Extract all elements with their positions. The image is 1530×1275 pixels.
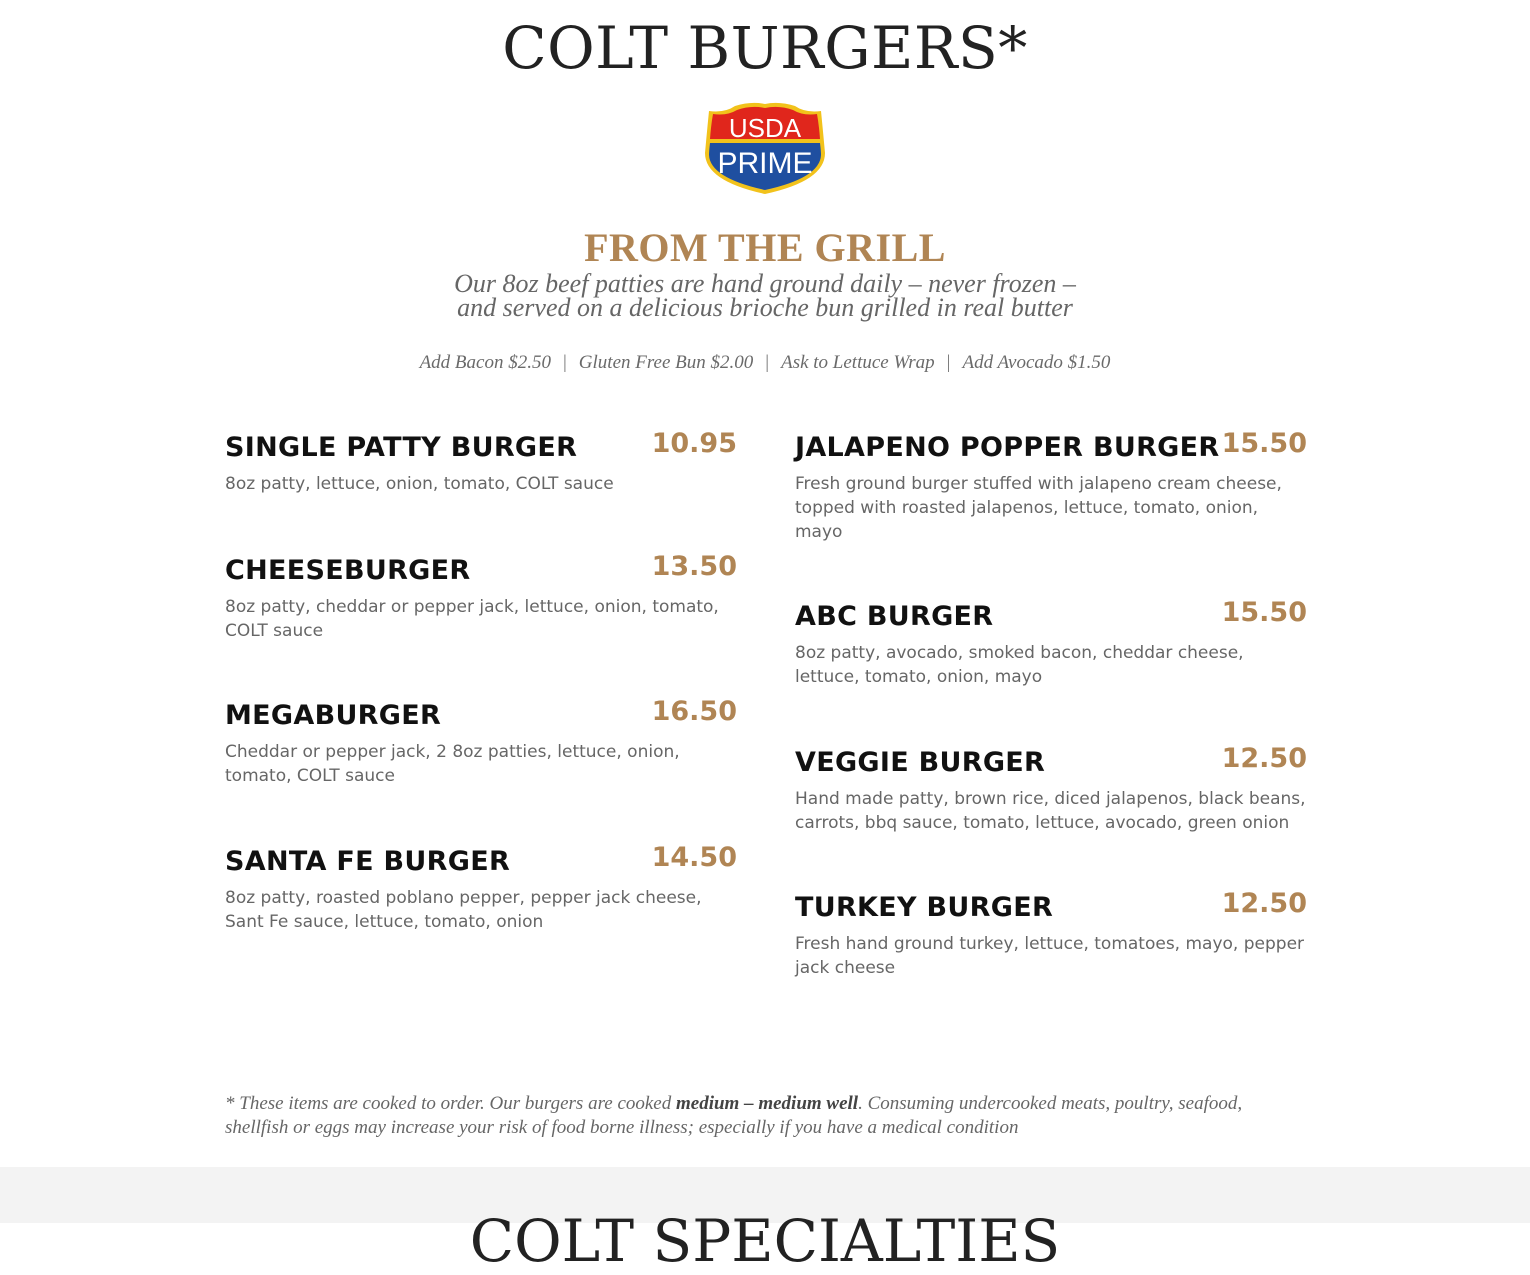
addon-separator: | [765,352,770,373]
section-subtitle [0,269,1530,322]
addon-lettuce-wrap: Ask to Lettuce Wrap [781,352,935,373]
addon-options [0,352,1530,374]
svg-text:USDA: USDA [728,113,802,143]
menu-item-name: JALAPENO POPPER BURGER [795,432,1220,463]
menu-item-price: 12.50 [1221,743,1307,774]
addon-separator: | [562,352,567,373]
menu-item-name: SANTA FE BURGER [225,846,511,877]
addon-avocado: Add Avocado $1.50 [962,352,1111,373]
page-title: COLT BURGERS* [502,14,1028,82]
menu-item-description: Fresh ground burger stuffed with jalapeno cream cheese, topped with roasted jalapenos, lettuce, tomato, onion, mayo [795,474,1282,542]
addon-separator: | [946,352,951,373]
menu-item-description: 8oz patty, lettuce, onion, tomato, COLT sauce [225,474,614,494]
addon-bacon: Add Bacon $2.50 [419,352,551,373]
disclaimer-doneness: medium – medium well [676,1093,859,1114]
menu-item-price: 14.50 [651,842,737,873]
disclaimer-text-continued: . Consuming undercooked meats, poultry, seafood, shellfish or eggs may increase your risk of food borne illness; especially if you have a medical condition [225,1093,1243,1138]
disclaimer-text: * These items are cooked to order. Our burgers are cooked [225,1093,676,1114]
menu-item-name: TURKEY BURGER [795,892,1054,923]
menu-item-description: Hand made patty, brown rice, diced jalapenos, black beans, carrots, bbq sauce, tomato, lettuce, avocado, green onion [795,789,1306,833]
addon-gluten-free-bun: Gluten Free Bun $2.00 [578,352,754,373]
menu-item-description: Cheddar or pepper jack, 2 8oz patties, lettuce, onion, tomato, COLT sauce [225,742,680,786]
menu-item-name: VEGGIE BURGER [795,747,1046,778]
menu-item-name: SINGLE PATTY BURGER [225,432,578,463]
next-section-band [0,1167,1530,1275]
menu-item-price: 10.95 [651,428,737,459]
menu-item-price: 15.50 [1221,428,1307,459]
usda-prime-badge [701,101,829,197]
svg-text:PRIME: PRIME [717,147,813,180]
section-title: FROM THE GRILL [584,225,946,270]
subtitle-line-2: and served on a delicious brioche bun grilled in real butter [457,293,1073,322]
menu-item-name: ABC BURGER [795,601,994,632]
menu-item-price: 16.50 [651,696,737,727]
usda-prime-shield-icon [701,101,829,197]
menu-item-price: 15.50 [1221,597,1307,628]
menu-item-description: Fresh hand ground turkey, lettuce, tomatoes, mayo, pepper jack cheese [795,934,1305,978]
menu-item-description: 8oz patty, avocado, smoked bacon, cheddar cheese, lettuce, tomato, onion, mayo [795,643,1244,687]
food-safety-disclaimer [225,1092,1305,1140]
menu-item-price: 12.50 [1221,888,1307,919]
menu-item-description: 8oz patty, cheddar or pepper jack, lettuce, onion, tomato, COLT sauce [225,597,719,641]
menu-item-price: 13.50 [651,551,737,582]
menu-item-name: MEGABURGER [225,700,442,731]
subtitle-line-1: Our 8oz beef patties are hand ground daily – never frozen – [454,269,1076,298]
menu-item-name: CHEESEBURGER [225,555,471,586]
menu-item-description: 8oz patty, roasted poblano pepper, pepper jack cheese, Sant Fe sauce, lettuce, tomato, onion [225,888,702,932]
next-section-title: COLT SPECIALTIES [469,1207,1061,1275]
